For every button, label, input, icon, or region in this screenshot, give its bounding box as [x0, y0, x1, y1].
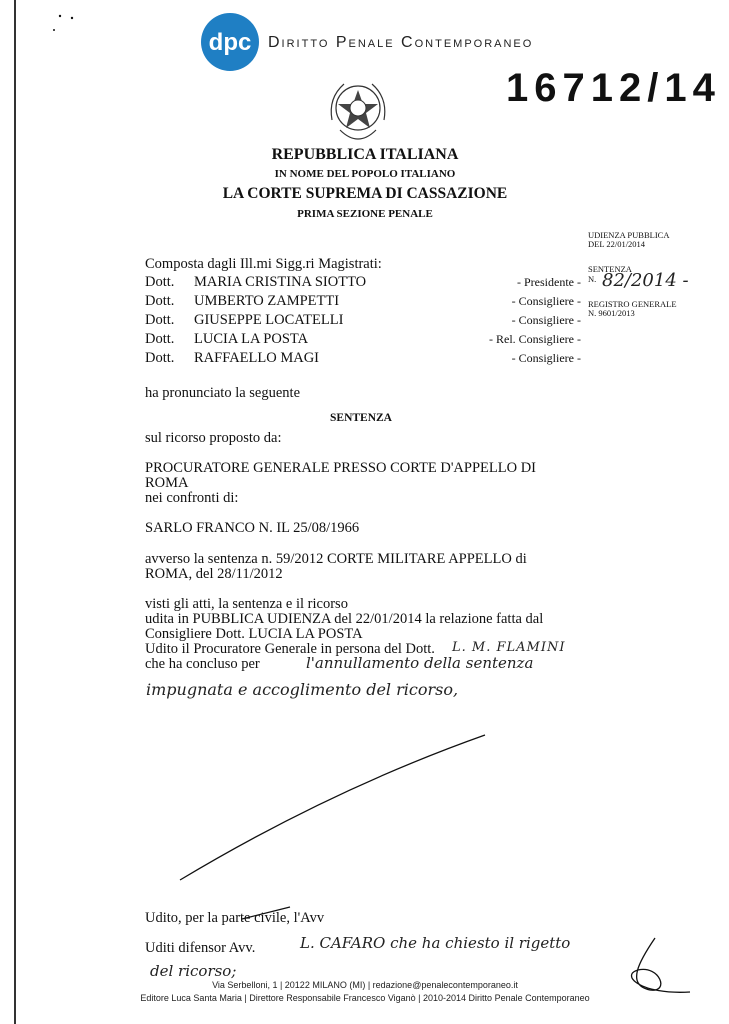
sentenza-title: SENTENZA	[330, 412, 392, 424]
heading-in-name: IN NOME DEL POPOLO ITALIANO	[274, 168, 456, 180]
udienza-date: DEL 22/01/2014	[588, 239, 646, 249]
magistrate-name: UMBERTO ZAMPETTI	[194, 293, 340, 309]
logo-letters: dpc	[208, 29, 252, 56]
heading-court: LA CORTE SUPREMA DI CASSAZIONE	[222, 185, 508, 202]
magistrate-name: GIUSEPPE LOCATELLI	[194, 312, 344, 328]
difensor-text: Uditi difensor Avv.	[145, 940, 256, 956]
magistrate-title: Dott.	[145, 274, 175, 290]
footer-address: Via Serbelloni, 1 | 20122 MILANO (MI) | redazione@penalecontemporaneo.it	[212, 980, 518, 990]
conclusion-handwritten-2: impugnata e accoglimento del ricorso,	[146, 680, 459, 699]
pg-name-handwritten: L. M. FLAMINI	[452, 640, 566, 655]
registro-number: N. 9601/2013	[588, 308, 635, 318]
magistrate-role: - Rel. Consigliere -	[489, 332, 581, 346]
magistrate-name: MARIA CRISTINA SIOTTO	[194, 274, 367, 290]
difensor-handwritten-2: del ricorso;	[150, 962, 237, 980]
magistrate-role: - Presidente -	[517, 275, 581, 289]
heading-republic: REPUBBLICA ITALIANA	[271, 146, 459, 163]
registry-stamp-number: 16712/14	[506, 66, 721, 110]
cancel-diagonal-line	[180, 735, 485, 880]
magistrate-title: Dott.	[145, 350, 175, 366]
republic-emblem-icon	[310, 68, 406, 154]
brand-name: Diritto Penale Contemporaneo	[268, 34, 534, 51]
dpc-logo	[200, 12, 260, 72]
avverso-line-1: avverso la sentenza n. 59/2012 CORTE MILITARE APPELLO di	[145, 551, 527, 567]
magistrate-title: Dott.	[145, 331, 175, 347]
parte-civile-text: Udito, per la parte civile, l'Avv	[145, 910, 325, 926]
proposer-line-1: PROCURATORE GENERALE PRESSO CORTE D'APPELLO DI	[145, 460, 536, 476]
magistrate-role: - Consigliere -	[511, 313, 581, 327]
proposer-line-2: ROMA	[145, 475, 189, 491]
magistrate-name: LUCIA LA POSTA	[194, 331, 309, 347]
page-left-border	[14, 0, 16, 1024]
ricorso-text: sul ricorso proposto da:	[145, 430, 282, 446]
magistrate-role: - Consigliere -	[511, 351, 581, 365]
sentenza-number-handwritten: 82/2014 -	[602, 270, 689, 291]
magistrate-name: RAFFAELLO MAGI	[194, 350, 319, 366]
magistrate-title: Dott.	[145, 312, 175, 328]
udienza-label: UDIENZA PUBBLICA	[588, 230, 670, 240]
footer-publisher: Editore Luca Santa Maria | Direttore Responsabile Francesco Viganò | 2010-2014 Diritto Penale Contemporaneo	[140, 993, 590, 1003]
conclusion-handwritten-1: l'annullamento della sentenza	[306, 654, 534, 672]
composition-intro: Composta dagli Ill.mi Sigg.ri Magistrati:	[145, 256, 382, 272]
difensor-handwritten-1: L. CAFARO che ha chiesto il rigetto	[300, 934, 571, 952]
magistrate-role: - Consigliere -	[511, 294, 581, 308]
avverso-line-2: ROMA, del 28/11/2012	[145, 566, 283, 582]
concluso-text: che ha concluso per	[145, 656, 260, 672]
udita-line-1: udita in PUBBLICA UDIENZA del 22/01/2014 la relazione fatta dal	[145, 611, 544, 627]
magistrate-title: Dott.	[145, 293, 175, 309]
udita-line-2: Consigliere Dott. LUCIA LA POSTA	[145, 626, 363, 642]
registro-label: REGISTRO GENERALE	[588, 299, 677, 309]
udito-pg-text: Udito il Procuratore Generale in persona del Dott.	[145, 641, 435, 657]
confronti-text: nei confronti di:	[145, 490, 239, 506]
heading-section: PRIMA SEZIONE PENALE	[297, 208, 433, 220]
sentenza-n-label: N.	[588, 274, 597, 284]
visti-text: visti gli atti, la sentenza e il ricorso	[145, 596, 348, 612]
pronounced-text: ha pronunciato la seguente	[145, 385, 301, 401]
defendant-text: SARLO FRANCO N. IL 25/08/1966	[145, 520, 360, 536]
sentenza-label: SENTENZA	[588, 264, 632, 274]
